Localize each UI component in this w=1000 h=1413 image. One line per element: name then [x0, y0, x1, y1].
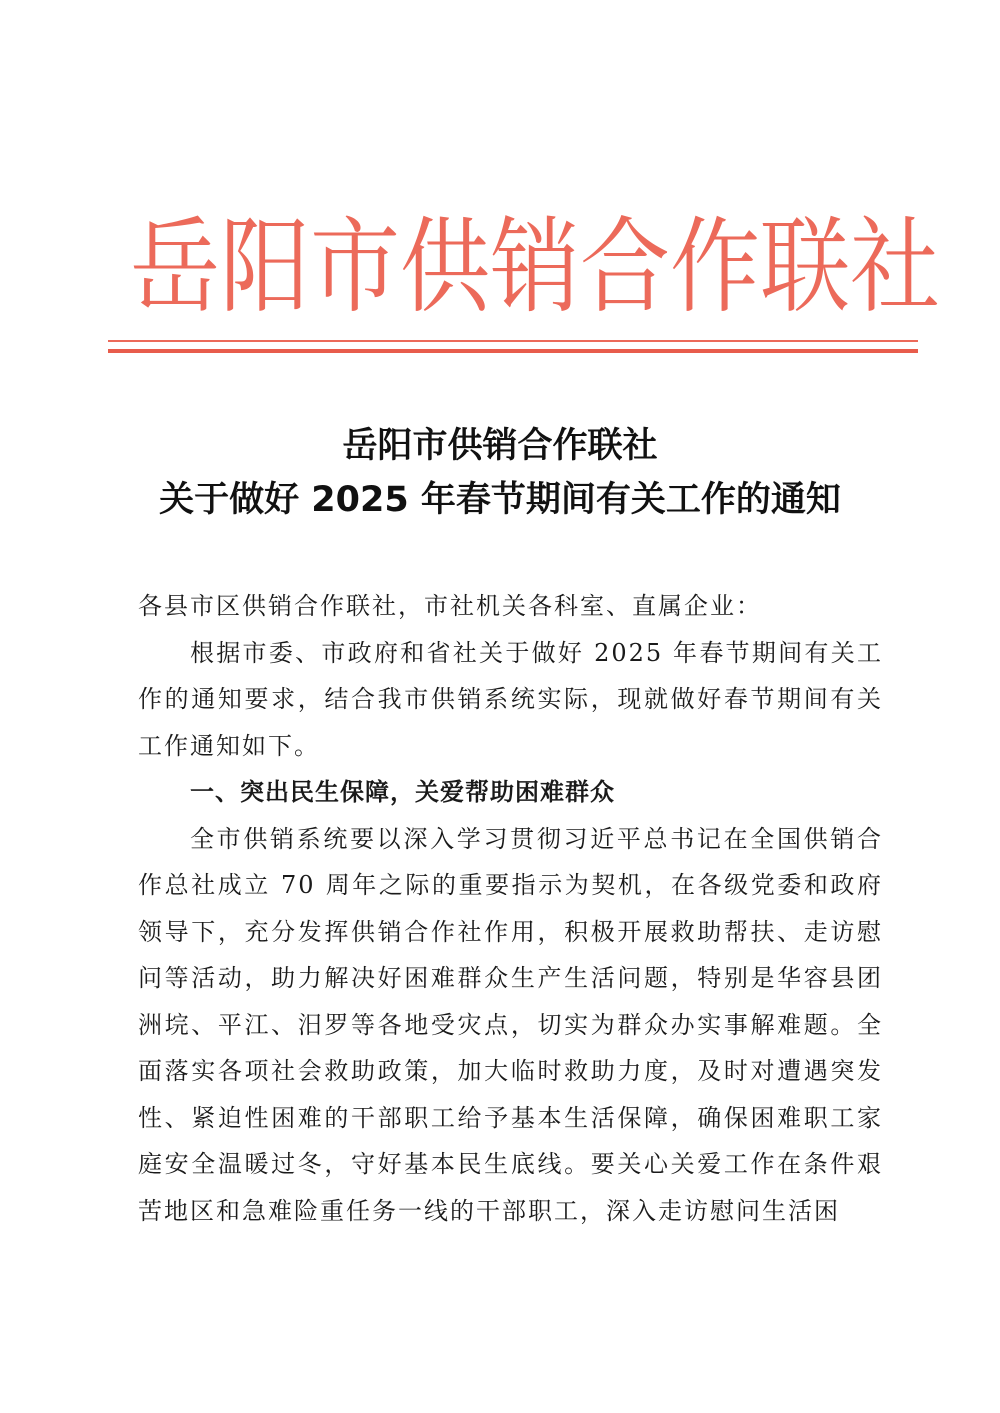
masthead-char: 联 [760, 207, 850, 328]
masthead-char: 作 [670, 207, 760, 328]
masthead-char: 岳 [130, 207, 220, 328]
masthead-char: 合 [580, 207, 670, 328]
intro-paragraph: 根据市委、市政府和省社关于做好 2025 年春节期间有关工作的通知要求，结合我市供销系统实际，现就做好春节期间有关工作通知如下。 [138, 638, 883, 760]
document-title-line2: 关于做好 2025 年春节期间有关工作的通知 [159, 480, 841, 520]
masthead-char: 市 [310, 207, 400, 328]
red-divider-thick [108, 349, 918, 353]
red-divider-thin [108, 340, 918, 342]
masthead-char: 销 [490, 207, 580, 328]
masthead-organization-name [130, 207, 940, 328]
document-body [138, 583, 883, 1234]
masthead-char: 社 [850, 207, 940, 328]
masthead-char: 供 [400, 207, 490, 328]
section-heading: 一、突出民生保障，关爱帮助困难群众 [190, 778, 615, 806]
masthead-char: 阳 [220, 207, 310, 328]
document-title-line1: 岳阳市供销合作联社 [342, 426, 658, 466]
salutation: 各县市区供销合作联社，市社机关各科室、直属企业： [138, 592, 762, 620]
section-paragraph: 全市供销系统要以深入学习贯彻习近平总书记在全国供销合作总社成立 70 周年之际的重要指示为契机，在各级党委和政府领导下，充分发挥供销合作社作用，积极开展救助帮扶、走访慰问等活动，助力解决好困难群众生产生活问题，特别是华容县团洲垸、平江、汨罗等各地受灾点，切实为群众办实事解难题。全面落实各项社会救助政策，加大临时救助力度，及时对遭遇突发性、紧迫性困难的干部职工给予基本生活保障，确保困难职工家庭安全温暖过冬，守好基本民生底线。要关心关爱工作在条件艰苦地区和急难险重任务一线的干部职工，深入走访慰问生活困 [138, 824, 883, 1225]
